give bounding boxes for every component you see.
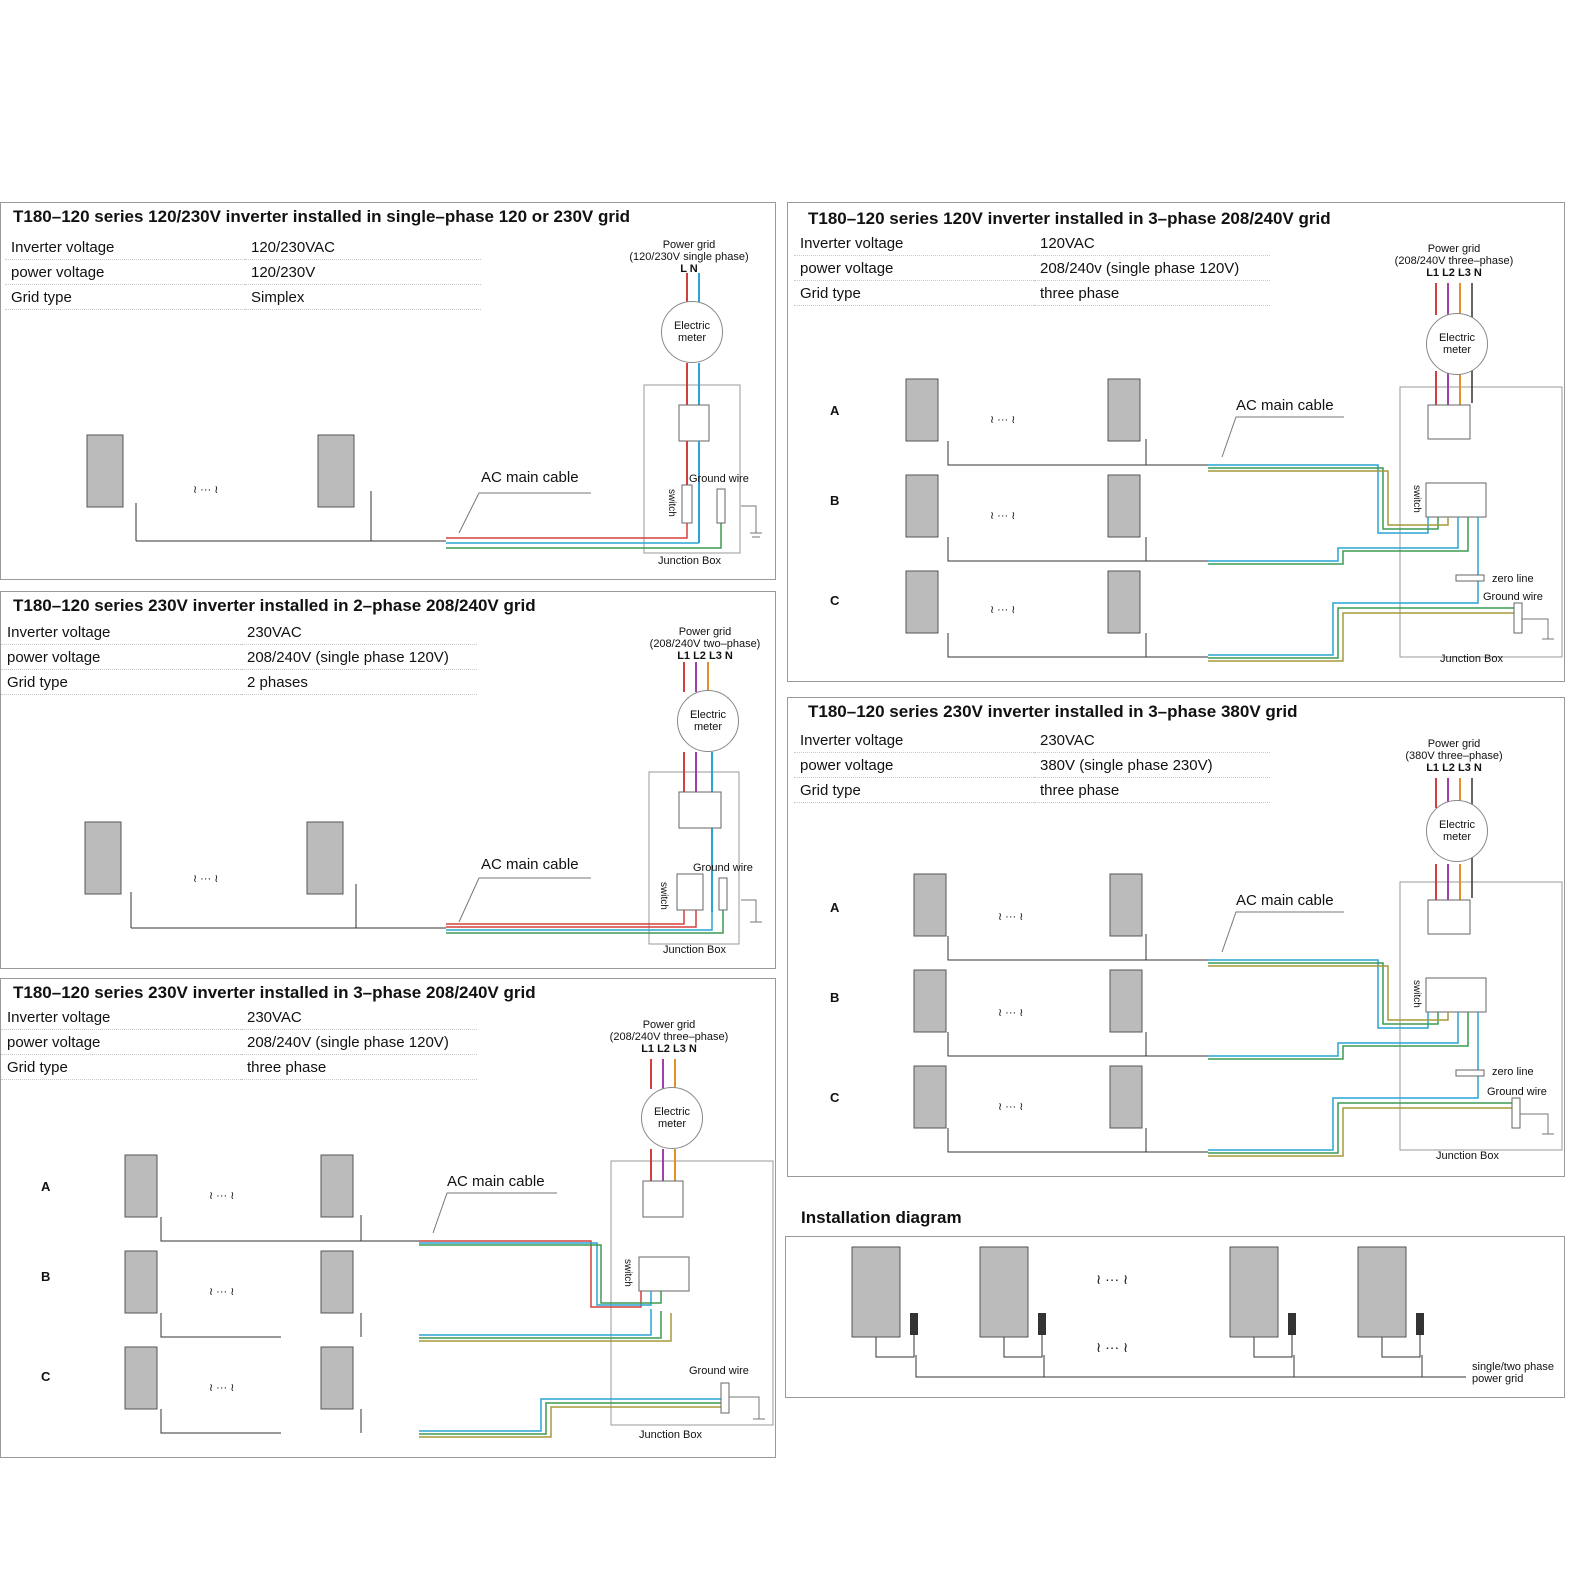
spec-row: Inverter voltage 230VAC: [1, 620, 477, 645]
junction-box-label: Junction Box: [663, 944, 726, 956]
spec-row: Grid type 2 phases: [1, 670, 477, 695]
panel-title: T180–120 series 120V inverter installed in 3–phase 208/240V grid: [808, 209, 1331, 228]
ground-wire-label: Ground wire: [1487, 1086, 1547, 1098]
solar-panel-icon: [87, 435, 354, 507]
row-label-a: A: [830, 900, 840, 915]
zero-line-label: zero line: [1492, 1066, 1534, 1078]
panel-three-phase-120v: [787, 202, 1565, 682]
panel-gap-dots: ≀ ··· ≀: [1096, 1339, 1129, 1355]
installation-title: Installation diagram: [801, 1208, 962, 1227]
panel-gap-dots: ≀ ··· ≀: [998, 911, 1024, 923]
panel-single-phase: [0, 202, 776, 580]
power-grid-label: Power grid (380V three–phase) L1 L2 L3 N: [1405, 738, 1503, 774]
junction-box-label: Junction Box: [639, 1429, 702, 1441]
panel-gap-dots: ≀ ··· ≀: [193, 873, 219, 885]
panel-gap-dots: ≀ ··· ≀: [209, 1190, 235, 1202]
spec-row: Grid type Simplex: [5, 285, 481, 310]
electric-meter: Electric meter: [661, 301, 723, 363]
panel-gap-dots: ≀ ··· ≀: [193, 484, 219, 496]
power-grid-label: Power grid (208/240V three–phase) L1 L2 L3 N: [1394, 243, 1514, 279]
junction-box-label: Junction Box: [1440, 653, 1503, 665]
power-grid-label: Power grid (120/230V single phase) L N: [629, 239, 749, 275]
spec-row: Grid type three phase: [1, 1055, 477, 1080]
panel-gap-dots: ≀ ··· ≀: [209, 1286, 235, 1298]
ac-main-cable-label: AC main cable: [1236, 892, 1334, 909]
spec-row: power voltage 380V (single phase 230V): [794, 753, 1270, 778]
ac-main-cable-label: AC main cable: [1236, 397, 1334, 414]
spec-row: Grid type three phase: [794, 281, 1270, 306]
panel-three-phase-380v: [787, 697, 1565, 1177]
power-grid-label: Power grid (208/240V three–phase) L1 L2 L3 N: [609, 1019, 729, 1055]
electric-meter: Electric meter: [677, 690, 739, 752]
electric-meter: Electric meter: [1426, 800, 1488, 862]
row-label-a: A: [41, 1179, 51, 1194]
panel-gap-dots: ≀ ··· ≀: [990, 414, 1016, 426]
ac-main-cable-label: AC main cable: [481, 469, 579, 486]
row-label-a: A: [830, 403, 840, 418]
installation-wiring: [786, 1237, 1566, 1399]
spec-row: power voltage 208/240V (single phase 120V): [1, 645, 477, 670]
row-label-b: B: [41, 1269, 51, 1284]
row-label-c: C: [830, 1090, 840, 1105]
grid-label: single/two phase power grid: [1472, 1361, 1554, 1385]
junction-box-label: Junction Box: [658, 555, 721, 567]
spec-row: power voltage 120/230V: [5, 260, 481, 285]
switch-label: switch: [1411, 485, 1422, 513]
solar-panel-icon: [852, 1247, 1406, 1337]
row-label-c: C: [830, 593, 840, 608]
power-grid-label: Power grid (208/240V two–phase) L1 L2 L3 N: [649, 626, 761, 662]
ground-wire-label: Ground wire: [689, 473, 749, 485]
panel-gap-dots: ≀ ··· ≀: [1096, 1271, 1129, 1287]
ground-wire-label: Ground wire: [689, 1365, 749, 1377]
spec-row: Grid type three phase: [794, 778, 1270, 803]
panel-title: T180–120 series 230V inverter installed in 3–phase 208/240V grid: [13, 983, 536, 1002]
panel-gap-dots: ≀ ··· ≀: [998, 1007, 1024, 1019]
panel-gap-dots: ≀ ··· ≀: [998, 1101, 1024, 1113]
switch-label: switch: [658, 882, 669, 910]
panel-title: T180–120 series 230V inverter installed in 3–phase 380V grid: [808, 702, 1298, 721]
panel-gap-dots: ≀ ··· ≀: [990, 604, 1016, 616]
electric-meter: Electric meter: [1426, 313, 1488, 375]
ground-wire-label: Ground wire: [1483, 591, 1543, 603]
switch-label: switch: [1411, 980, 1422, 1008]
panel-title: T180–120 series 120/230V inverter installed in single–phase 120 or 230V grid: [13, 207, 631, 226]
ac-main-cable-label: AC main cable: [447, 1173, 545, 1190]
row-label-c: C: [41, 1369, 51, 1384]
spec-row: Inverter voltage 230VAC: [794, 728, 1270, 753]
panel-two-phase: [0, 591, 776, 969]
row-label-b: B: [830, 990, 840, 1005]
ac-main-cable-label: AC main cable: [481, 856, 579, 873]
panel-gap-dots: ≀ ··· ≀: [209, 1382, 235, 1394]
junction-box-label: Junction Box: [1436, 1150, 1499, 1162]
spec-row: power voltage 208/240V (single phase 120V): [1, 1030, 477, 1055]
spec-row: Inverter voltage 230VAC: [1, 1005, 477, 1030]
electric-meter: Electric meter: [641, 1087, 703, 1149]
panel-three-phase-230v: [0, 978, 776, 1458]
spec-row: Inverter voltage 120/230VAC: [5, 235, 481, 260]
installation-diagram: [785, 1236, 1565, 1398]
spec-row: Inverter voltage 120VAC: [794, 231, 1270, 256]
switch-label: switch: [666, 489, 677, 517]
zero-line-label: zero line: [1492, 573, 1534, 585]
spec-row: power voltage 208/240v (single phase 120V): [794, 256, 1270, 281]
panel-gap-dots: ≀ ··· ≀: [990, 510, 1016, 522]
panel-title: T180–120 series 230V inverter installed in 2–phase 208/240V grid: [13, 596, 536, 615]
ground-wire-label: Ground wire: [693, 862, 753, 874]
switch-label: switch: [622, 1259, 633, 1287]
row-label-b: B: [830, 493, 840, 508]
